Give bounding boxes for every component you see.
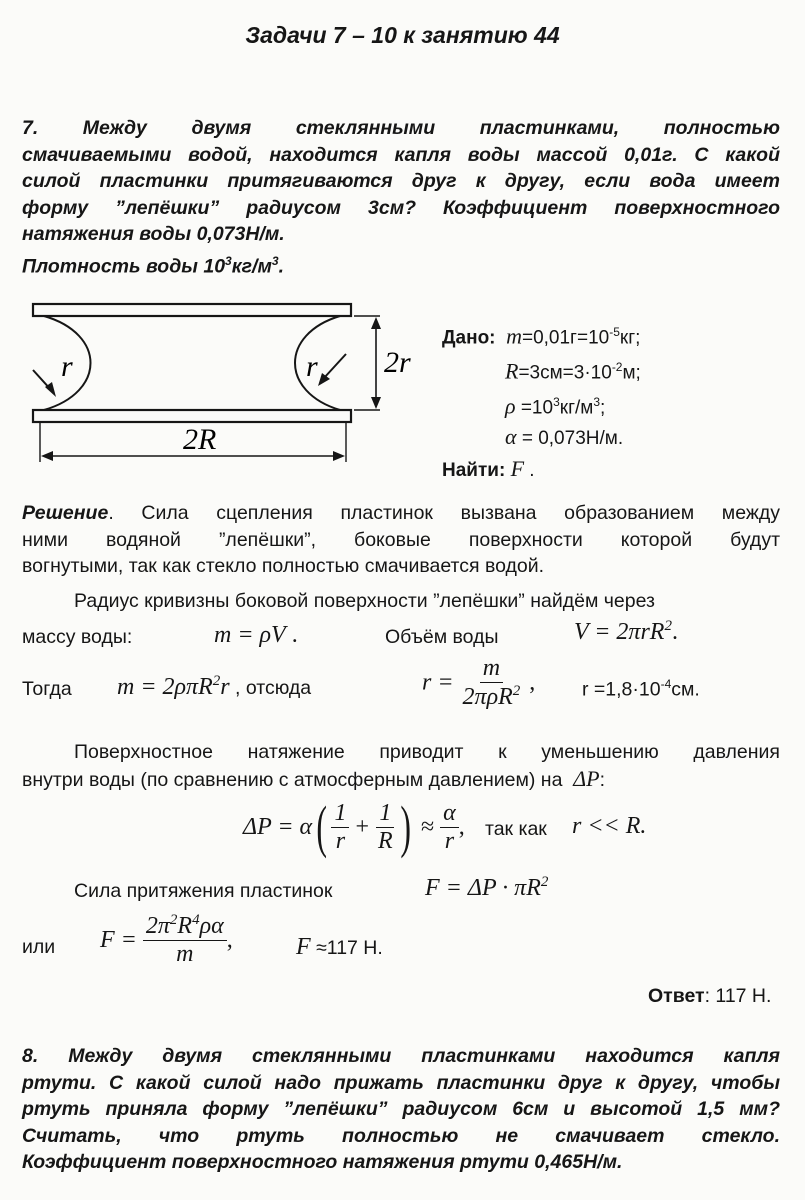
condition-formula: r << R.	[572, 813, 647, 839]
pressure-formula: ΔP = α ( $\frac{1}{r}$ + $\frac{1}{R}$ ) ≈ $\frac{\alpha}{r}$ ,	[243, 794, 465, 859]
radius-value: $r =1,8\cdot 10^{-4}см$.	[582, 677, 700, 701]
problem-8-line: Коэффициент поверхностного натяжения ртути 0,465Н/м.	[22, 1151, 623, 1173]
curvature-line: Радиус кривизны боковой поверхности ”лепёшки” найдём через	[74, 590, 655, 612]
pressure-line: Поверхностное натяжение приводит к уменьшению давления	[74, 741, 780, 763]
problem-7-line: силой пластинки притягиваются друг к другу, если вода имеет	[22, 170, 780, 192]
volume-formula: V = 2πrR$^2$.	[574, 618, 678, 645]
height-arrow-down-icon	[371, 397, 381, 409]
condition-text: так как	[485, 818, 547, 840]
final-force-formula: F = $\frac{2\pi^2R^4\rho\alpha}{m}$ ,	[100, 912, 233, 967]
then-formula: m = 2ρπR$^2$r , отсюда	[117, 673, 312, 700]
problem-7-line: 7. Между двумя стеклянными пластинками, полностью	[22, 117, 780, 139]
height-arrow-up-icon	[371, 317, 381, 329]
plates-diagram	[28, 296, 418, 476]
problem-7-line: смачиваемыми водой, находится капля воды массой 0,01г. С какой	[22, 143, 780, 166]
width-label: 2R	[183, 423, 217, 456]
radius-formula: r = $\frac{m}{2\pi\rho R^2}$ ,	[422, 655, 536, 710]
problem-8-line: ртуть приняла форму ”лепёшки” радиусом 6см и высотой 1,5 мм?	[22, 1098, 780, 1120]
width-arrow-left-icon	[41, 451, 53, 461]
solution-line: ними водяной ”лепёшки”, боковые поверхности которой будут	[22, 528, 780, 551]
problem-8-line: 8. Между двумя стеклянными пластинками находится капля	[22, 1045, 780, 1067]
solution-line: вогнутыми, так как стекло полностью смачивается водой.	[22, 555, 545, 577]
pressure-text	[22, 739, 780, 793]
solution-line: Решение. Сила сцепления пластинок вызвана образованием между	[22, 502, 780, 524]
width-arrow-right-icon	[333, 451, 345, 461]
water-density-line: Плотность воды $10^3кг/м^3$.	[22, 253, 284, 277]
bottom-plate	[33, 410, 351, 422]
mass-text: массу воды:	[22, 626, 133, 648]
problem-7-line: форму ”лепёшки” радиусом 3см? Коэффициент поверхностного	[22, 196, 780, 219]
pressure-line: внутри воды (по сравнению с атмосферным давлением) на ΔP:	[22, 765, 606, 791]
given-radius: $R=3см=3\cdot 10^{-2}м$;	[505, 358, 641, 384]
given-tension: α = 0,073Н/м.	[505, 424, 624, 450]
top-plate	[33, 304, 351, 316]
volume-text: Объём воды	[385, 626, 499, 648]
mass-formula: m = ρV .	[214, 622, 298, 648]
given-density: $\rho =10^3кг/м^3$;	[505, 392, 606, 418]
answer-line: Ответ: 117 Н.	[648, 985, 772, 1007]
or-text: или	[22, 936, 56, 958]
height-label: 2r	[384, 346, 411, 379]
problem-7-text	[22, 115, 780, 280]
then-text: Тогда	[22, 678, 72, 700]
right-r-label: r	[306, 350, 318, 383]
force-text: Сила притяжения пластинок	[74, 880, 333, 902]
find-line: Найти: F .	[442, 455, 535, 481]
given-mass: Дано: $m=0,01г=10^{-5}кг$;	[442, 323, 641, 349]
given-block	[442, 318, 641, 485]
right-arrowhead-icon	[318, 373, 330, 386]
problem-8-text	[22, 1043, 780, 1176]
force-formula: $F = \Delta P \cdot \pi R^2$	[425, 874, 549, 901]
page-title: Задачи 7 – 10 к занятию 44	[245, 22, 560, 48]
left-paren: (	[316, 794, 328, 859]
right-radius-arrow	[324, 354, 346, 378]
force-value: F ≈117 Н.	[296, 934, 383, 960]
solution-text	[22, 500, 780, 580]
right-paren: )	[400, 794, 411, 859]
problem-8-line: ртути. С какой силой надо прижать пластинки друг к другу, чтобы	[22, 1071, 780, 1094]
problem-8-line: Считать, что ртуть полностью не смачивает стекло.	[22, 1124, 780, 1147]
left-r-label: r	[61, 350, 73, 383]
problem-7-line: натяжения воды 0,073Н/м.	[22, 223, 285, 245]
